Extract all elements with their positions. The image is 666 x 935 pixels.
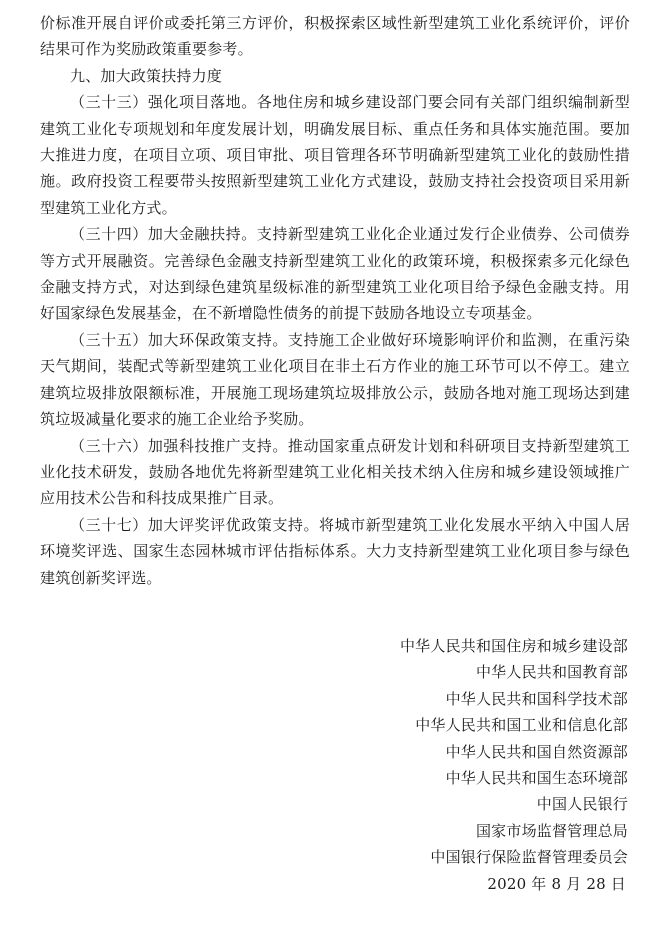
signatory-mohurd: 中华人民共和国住房和城乡建设部 <box>399 637 628 655</box>
signatory-pboc: 中国人民银行 <box>536 795 628 814</box>
signatory-moe: 中华人民共和国教育部 <box>475 663 628 682</box>
paragraph-35: （三十五）加大环保政策支持。支持施工企业做好环境影响评价和监测，在重污染天气期间，装配式等新型建筑工业化项目在非土石方作业的施工环节可以不停工。建立建筑垃圾排放限额标准，开展施工现场建筑垃圾排放公示，鼓励各地对施工现场达到建筑垃圾减量化要求的施工企业给予奖励。 <box>40 330 630 429</box>
document-body <box>40 10 630 591</box>
paragraph-34: （三十四）加大金融扶持。支持新型建筑工业化企业通过发行企业债券、公司债券等方式开展融资。完善绿色金融支持新型建筑工业化的政策环境，积极探索多元化绿色金融支持方式，对达到绿色建筑星级标准的新型建筑工业化项目给予绿色金融支持。用好国家绿色发展基金，在不新增隐性债务的前提下鼓励各地设立专项基金。 <box>40 225 630 323</box>
signatory-most: 中华人民共和国科学技术部 <box>445 689 628 708</box>
signatory-mee: 中华人民共和国生态环境部 <box>445 769 628 788</box>
signatory-mnr: 中华人民共和国自然资源部 <box>445 742 628 761</box>
section-heading: 九、加大政策扶持力度 <box>70 66 223 85</box>
paragraph-continuation: 价标准开展自评价或委托第三方评价，积极探索区域性新型建筑工业化系统评价，评价结果可作为奖励政策重要参考。 <box>40 14 630 59</box>
paragraph-37: （三十七）加大评奖评优政策支持。将城市新型建筑工业化发展水平纳入中国人居环境奖评选、国家生态园林城市评估指标体系。大力支持新型建筑工业化项目参与绿色建筑创新奖评选。 <box>40 515 630 587</box>
paragraph-36: （三十六）加强科技推广支持。推动国家重点研发计划和科研项目支持新型建筑工业化技术研发，鼓励各地优先将新型建筑工业化相关技术纳入住房和城乡建设领域推广应用技术公告和科技成果推广目录。 <box>40 436 630 508</box>
signatory-samr: 国家市场监督管理总局 <box>475 821 628 840</box>
signatory-cbirc: 中国银行保险监督管理委员会 <box>430 848 628 867</box>
signatory-miit: 中华人民共和国工业和信息化部 <box>415 716 628 735</box>
signatory-block <box>268 633 628 897</box>
paragraph-33: （三十三）强化项目落地。各地住房和城乡建设部门要会同有关部门组织编制新型建筑工业化专项规划和年度发展计划，明确发展目标、重点任务和具体实施范围。要加大推进力度，在项目立项、项目审批、项目管理各环节明确新型建筑工业化的鼓励性措施。政府投资工程要带头按照新型建筑工业化方式建设，鼓励支持社会投资项目采用新型建筑工业化方式。 <box>40 93 630 217</box>
document-date: 2020 年 8 月 28 日 <box>487 874 626 893</box>
